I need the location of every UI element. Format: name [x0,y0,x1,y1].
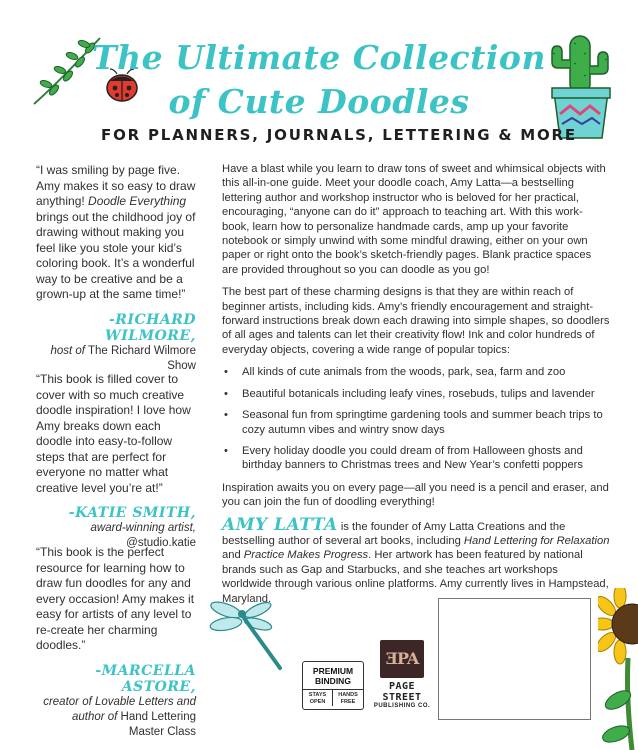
description-paragraph-1: Have a blast while you learn to draw tons of sweet and whimsical objects with this all-in-one guide. Meet your doodle coach, Amy Latta—a bestselling lettering author and workshop instructor who is beloved for her practical, encouraging, “anyone can do it” approach to teaching art. With this work-book, learn how to personalize handmade cards, amp up your favorite notebook or simply unwind with some mindful drawing, either on your own paper or right onto the book’s sketch-friendly pages. Blank practice spaces are provided throughout so you can doodle as you go! [222,163,606,276]
testimonial-role-3: Master Class [128,725,196,738]
description-paragraph-2: The best part of these charming designs is that they are within reach of beginner artists, including kids. Amy’s friendly encouragement and straight-forward instructions break down each drawing into simple shapes, so doodlers of all ages and talents can let their creativity flow! Ink and color hundreds of everyday objects, covering a wide range of popular topics: [222,286,610,356]
book-description [222,162,610,614]
list-item: • Beautiful botanicals including leafy vines, rosebuds, tulips and lavender [222,387,610,401]
testimonial-quote: “This book is filled cover to cover with so much creative doodle inspiration! I love how Amy breaks down each doodle into easy-to-follow steps that are perfect for everyone no matter what creative level you’re at!” [36,372,191,495]
premium-binding-badge: PREMIUM BINDING STAYS OPEN HANDS FREE [302,661,364,710]
testimonial-handle: @studio.katie [126,537,196,549]
publisher-stamp-icon: ƎPA [380,640,424,678]
list-item: • Every holiday doodle you could dream of from Halloween ghosts and birthday banners to Christmas trees and New Year’s confetti poppers [222,444,610,473]
list-item: • All kinds of cute animals from the woods, park, sea, farm and zoo [222,365,610,379]
testimonial-name: -KATIE SMITH, [68,505,196,521]
subtitle: FOR PLANNERS, JOURNALS, LETTERING & MORE [101,126,577,144]
testimonial-2 [36,372,196,551]
list-item: • Seasonal fun from springtime gardening tools and summer beach trips to cozy autumn vibes and wintry snow days [222,408,610,437]
testimonial-role: creator of Lovable Letters and [43,695,196,708]
testimonial-1 [36,163,196,374]
testimonial-quote: “This book is the perfect resource for learning how to draw fun doodles for any and every occasion! Amy makes it easy for artists of any level to re-create her charming doodles.” [36,545,195,652]
title-line-1: The Ultimate Collection [92,38,546,77]
testimonial-role-2: author of Hand Lettering [71,710,196,723]
author-name: AMY LATTA [222,514,338,535]
testimonial-name: -RICHARD WILMORE, [105,311,196,344]
testimonial-role: award-winning artist, [90,522,196,534]
description-paragraph-3: Inspiration awaits you on every page—all you need is a pencil and eraser, and you can join the fun of doodling everything! [222,481,609,509]
barcode-box [438,598,591,720]
testimonial-name: -MARCELLA ASTORE, [95,662,196,695]
author-bio: AMY LATTA is the founder of Amy Latta Creations and the bestselling author of several art books, including Hand Lettering for Relaxation and Practice Makes Progress. Her artwork has been featured by national brands such as Gap and Starbucks, and she teaches art workshops worldwide through various online platforms. Amy currently lives in Hampstead, Maryland. [222,514,610,605]
testimonial-quote: “I was smiling by page five. Amy makes it so easy to draw anything! Doodle Everything brings out the childhood joy of drawing without making you feel like you stole your kid’s coloring book. It’s a wonderful way to be creative and be a grown-up at the same time!” [36,163,196,301]
topic-list [222,365,610,472]
publisher-logo: ƎPA PAGE STREET PUBLISHING CO. [372,640,432,712]
testimonial-3 [36,545,196,740]
title-line-2: of Cute Doodles [168,82,470,121]
testimonial-role: host of The Richard Wilmore Show [50,344,196,372]
